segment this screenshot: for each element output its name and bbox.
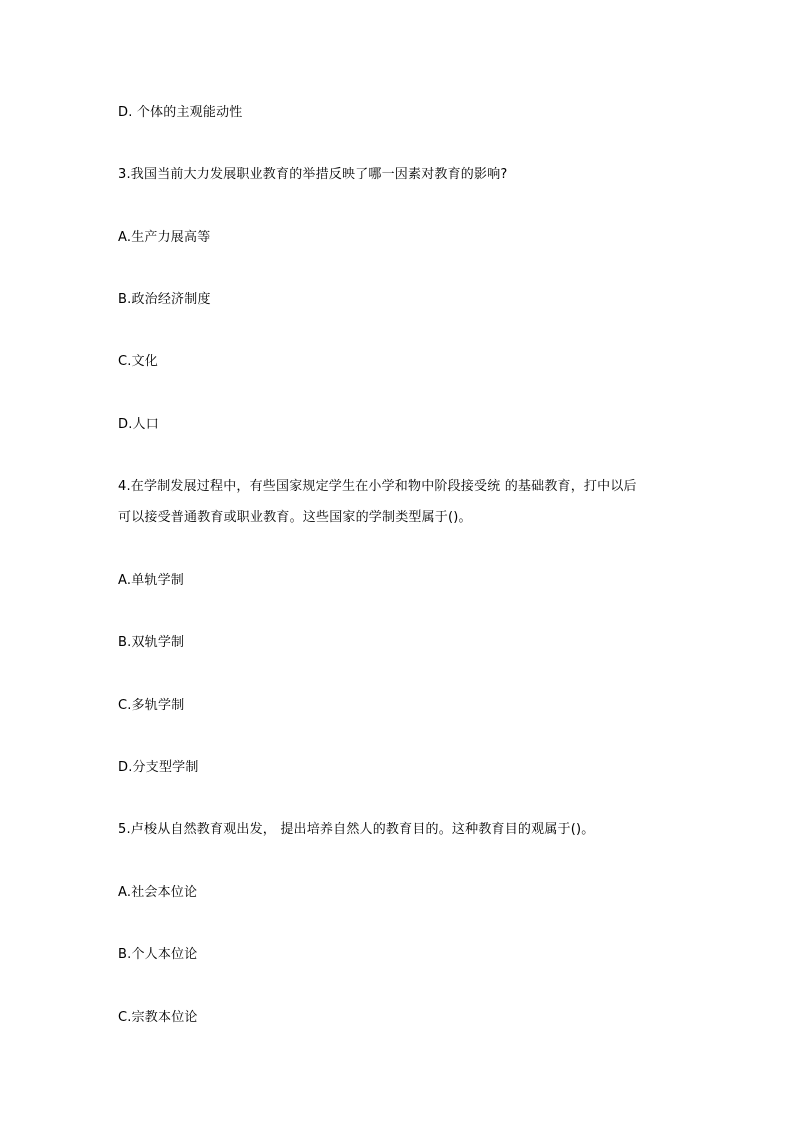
q4-option-c: C.多轨学制 [118, 698, 185, 713]
q3-option-d: D.人口 [118, 417, 159, 432]
q5-option-c: C.宗教本位论 [118, 1010, 198, 1025]
q4-option-d: D.分支型学制 [118, 760, 199, 775]
q3-option-b: B.政治经济制度 [118, 292, 211, 307]
q3-option-c: C.文化 [118, 354, 159, 369]
q4-option-a: A.单轨学制 [118, 573, 184, 588]
q3-option-a: A.生产力展高等 [118, 230, 211, 245]
q4-option-b: B.双轨学制 [118, 635, 185, 650]
q5-stem: 5.卢梭从自然教育观出发， 提出培养自然人的教育目的。这种教育目的观属于()。 [118, 822, 595, 837]
q3-stem: 3.我国当前大力发展职业教育的举措反映了哪一因素对教育的影响? [118, 167, 508, 182]
q4-stem-line1: 4.在学制发展过程中，有些国家规定学生在小学和物中阶段接受统 的基础教育，打中以后 [118, 479, 637, 494]
q4-stem-line2: 可以接受普通教育或职业教育。这些国家的学制类型属于()。 [118, 510, 472, 525]
q2-option-d: D. 个体的主观能动性 [118, 105, 243, 120]
q5-option-b: B.个人本位论 [118, 947, 198, 962]
q5-option-a: A.社会本位论 [118, 885, 198, 900]
